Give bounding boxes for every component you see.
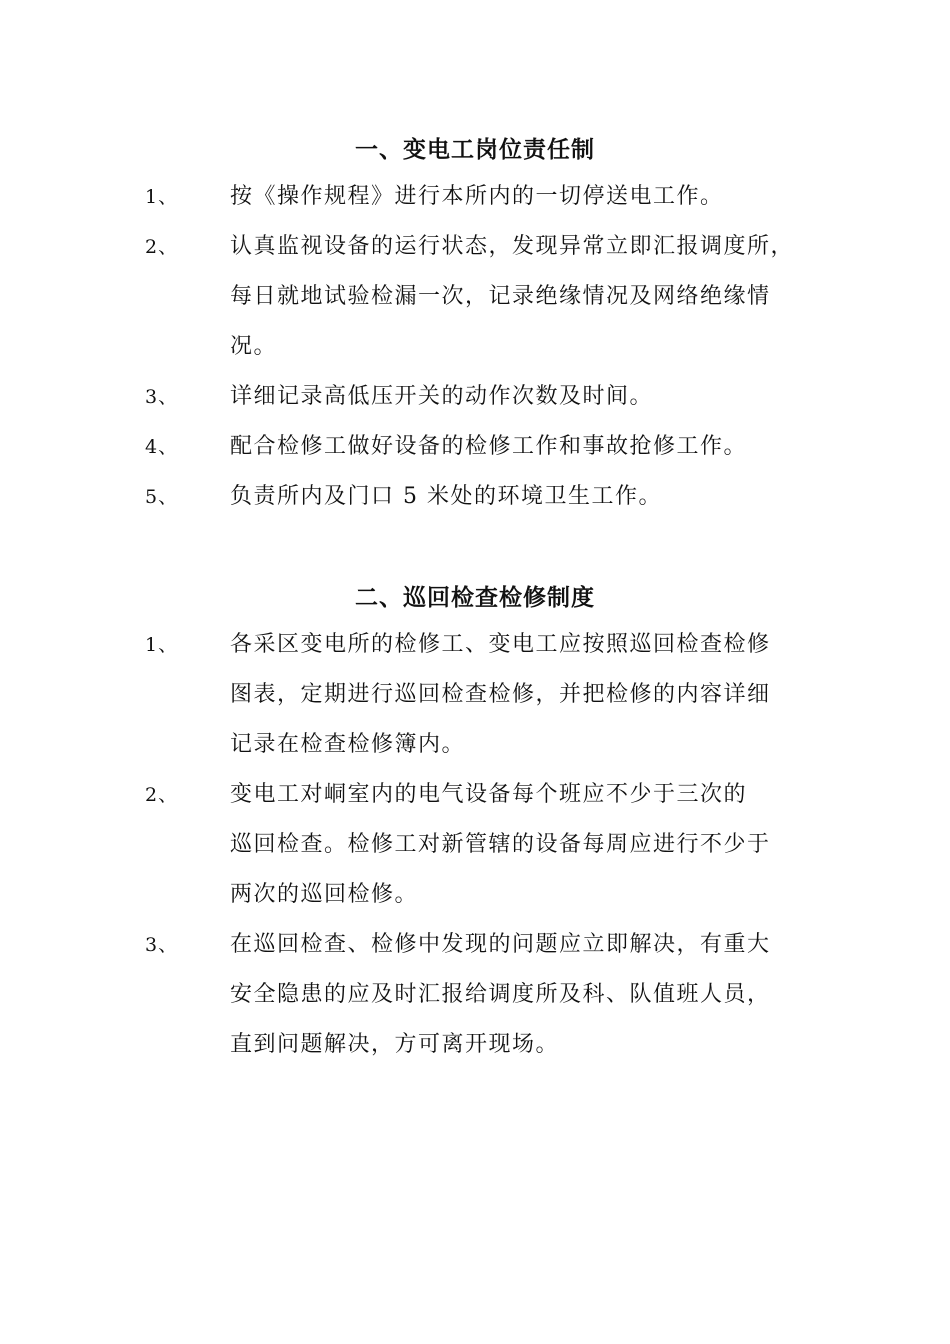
item-text [230, 920, 830, 1070]
item-text [230, 422, 830, 472]
item-line: 每日就地试验检漏一次，记录绝缘情况及网络绝缘情 [230, 284, 771, 309]
list-item [0, 770, 950, 920]
item-number: 2、 [145, 784, 179, 806]
item-line: 配合检修工做好设备的检修工作和事故抢修工作。 [230, 434, 748, 459]
item-line: 安全隐患的应及时汇报给调度所及科、队值班人员， [230, 982, 771, 1007]
item-text [230, 222, 830, 372]
item-line: 两次的巡回检修。 [230, 882, 419, 907]
item-list [0, 172, 950, 522]
list-item [0, 222, 950, 372]
item-line: 按《操作规程》进行本所内的一切停送电工作。 [230, 184, 724, 209]
item-text [230, 770, 830, 920]
item-number: 1、 [145, 186, 179, 208]
item-list [0, 620, 950, 1070]
item-text [230, 620, 830, 770]
item-line: 况。 [230, 334, 278, 359]
item-line: 巡回检查。检修工对新管辖的设备每周应进行不少于 [230, 832, 771, 857]
item-line: 负责所内及门口 5 米处的环境卫生工作。 [230, 484, 662, 509]
item-number: 3、 [145, 934, 179, 956]
list-item [0, 472, 950, 522]
item-number: 4、 [145, 436, 179, 458]
item-line: 记录在检查检修簿内。 [230, 732, 466, 757]
item-number: 2、 [145, 236, 179, 258]
item-text [230, 472, 830, 522]
list-item [0, 422, 950, 472]
item-text [230, 372, 830, 422]
section-responsibility [0, 128, 950, 522]
item-line: 在巡回检查、检修中发现的问题应立即解决，有重大 [230, 932, 771, 957]
section-inspection [0, 576, 950, 1070]
item-line: 变电工对峒室内的电气设备每个班应不少于三次的 [230, 782, 748, 807]
item-line: 详细记录高低压开关的动作次数及时间。 [230, 384, 654, 409]
section-title: 一、变电工岗位责任制 [355, 136, 595, 163]
section-title: 二、巡回检查检修制度 [355, 584, 595, 611]
list-item [0, 172, 950, 222]
item-number: 3、 [145, 386, 179, 408]
item-line: 图表，定期进行巡回检查检修，并把检修的内容详细 [230, 682, 771, 707]
item-number: 5、 [145, 486, 179, 508]
list-item [0, 620, 950, 770]
list-item [0, 372, 950, 422]
item-line: 各采区变电所的检修工、变电工应按照巡回检查检修 [230, 632, 771, 657]
item-line: 认真监视设备的运行状态，发现异常立即汇报调度所， [230, 234, 795, 259]
list-item [0, 920, 950, 1070]
item-number: 1、 [145, 634, 179, 656]
item-text [230, 172, 830, 222]
item-line: 直到问题解决，方可离开现场。 [230, 1032, 560, 1057]
